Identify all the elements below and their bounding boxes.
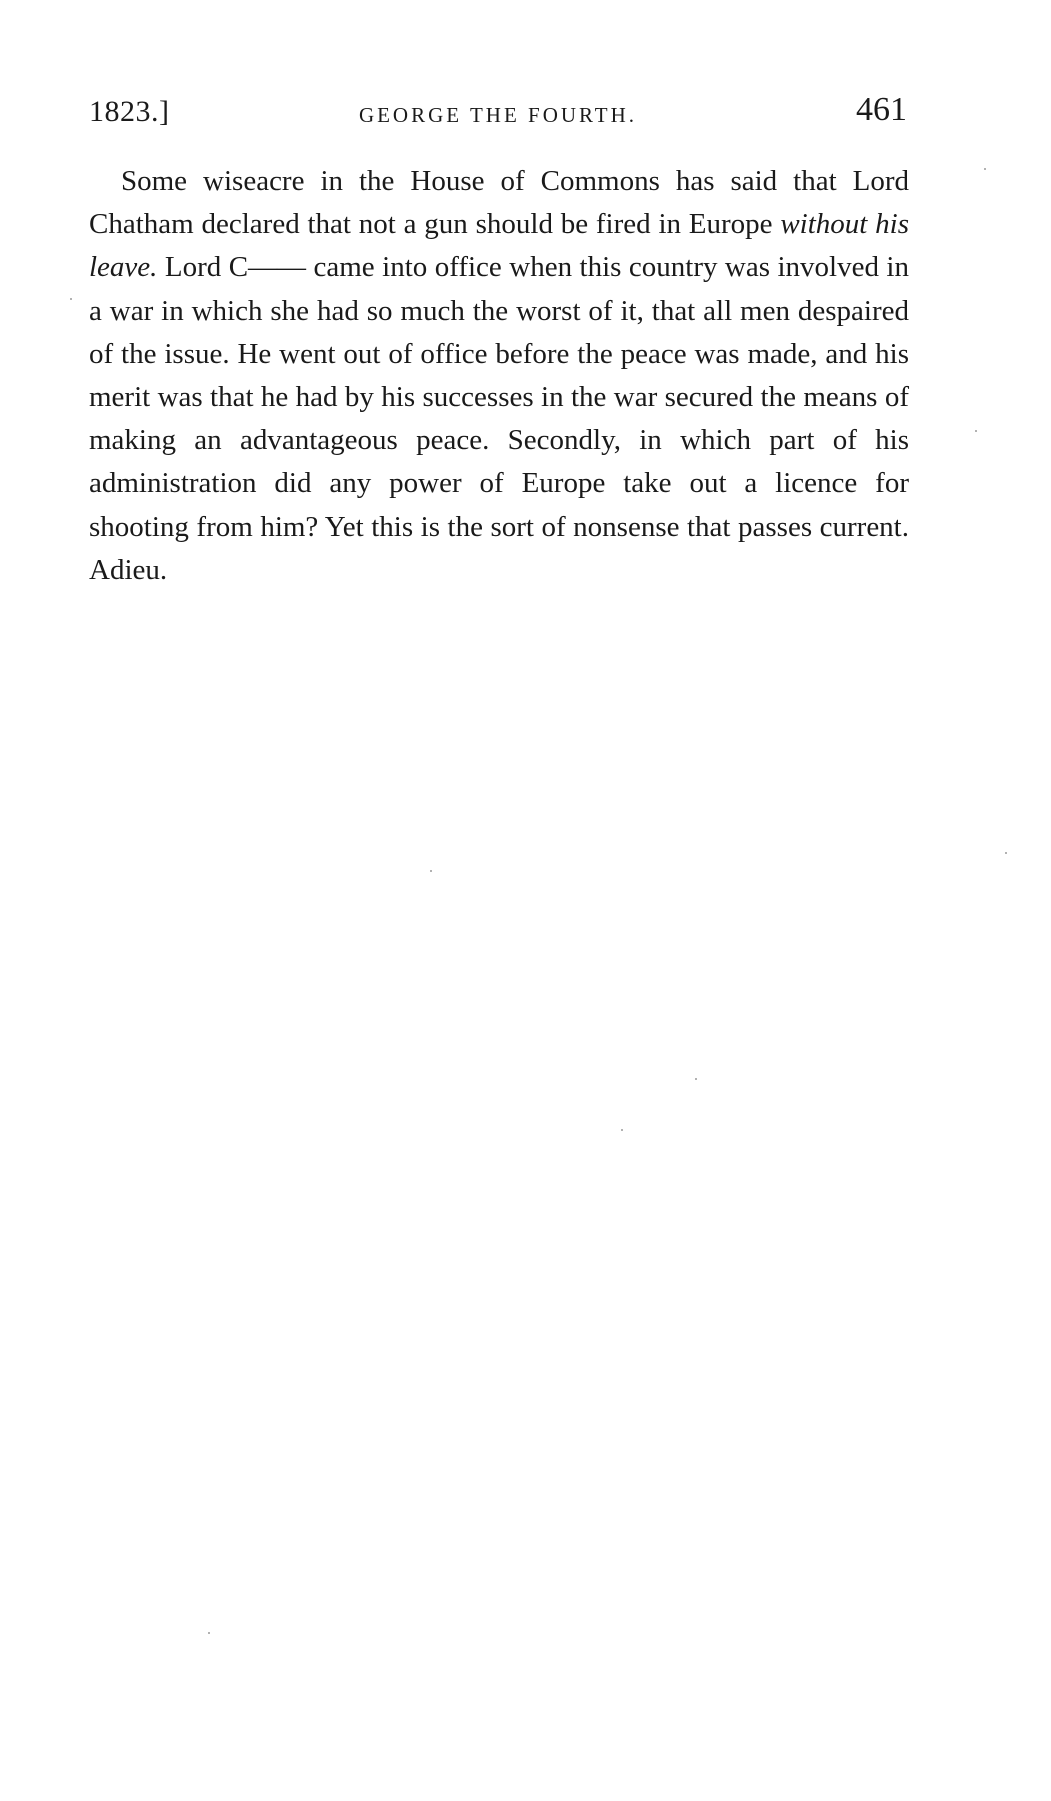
body-text [89, 160, 909, 592]
paragraph-text-start: Some wiseacre in the House of Commons has said that Lord Chatham declared that not a gun should be fired in Europe [89, 165, 909, 241]
running-head-year: 1823.] [89, 95, 170, 128]
running-head-title: GEORGE THE FOURTH. [358, 103, 638, 127]
scan-speck [984, 168, 986, 170]
scan-speck [1005, 852, 1007, 854]
page-number: 461 [856, 91, 907, 128]
scan-speck [975, 430, 977, 432]
italic-phrase: without his leave. [89, 208, 909, 284]
scan-speck [70, 298, 72, 300]
scan-speck [621, 1129, 623, 1131]
scan-speck [208, 1632, 210, 1634]
paragraph [89, 160, 909, 592]
scan-speck [695, 1078, 697, 1080]
paragraph-text-end: Lord C—— came into office when this country was involved in a war in which she had so much the worst of it, that all men despaired of the issue. He went out of office before the peace was made, and his merit was that he had by his successes in the war secured the means of making an advantageous peace. Secondly, in which part of his administration did any power of Europe take out a licence for shooting from him? Yet this is the sort of nonsense that passes current. Adieu. [89, 251, 909, 586]
scan-speck [430, 870, 432, 872]
running-head [89, 92, 907, 132]
